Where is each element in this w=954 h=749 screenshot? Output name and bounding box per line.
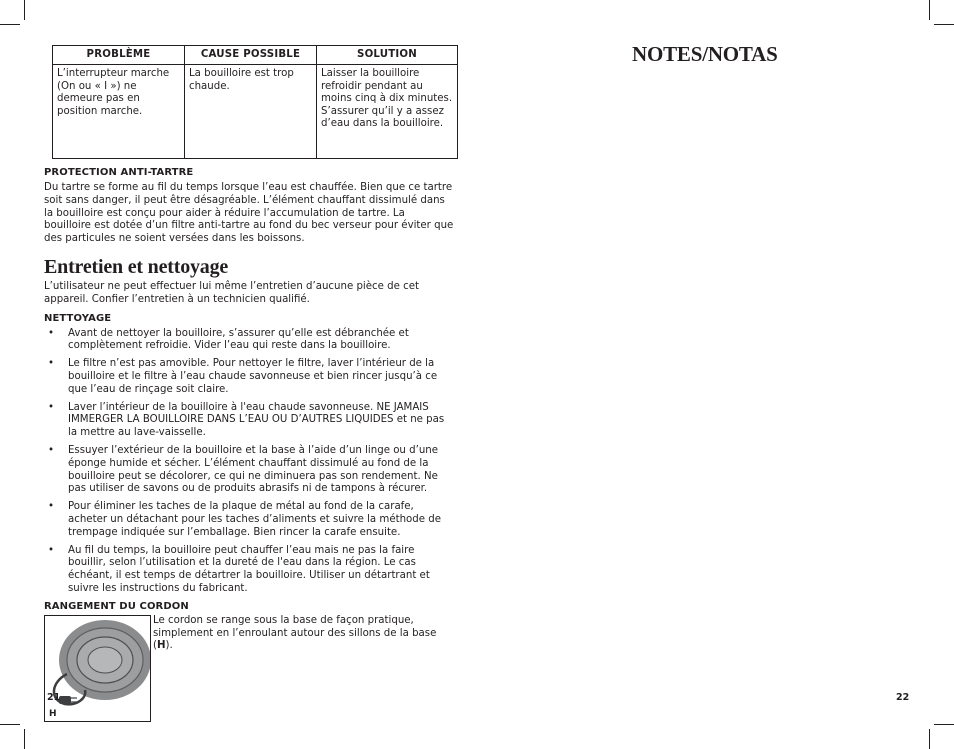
list-item	[44, 328, 454, 354]
bullet-icon: •	[48, 501, 55, 513]
kettle-base-icon	[45, 616, 150, 721]
bullet-icon: •	[48, 544, 55, 556]
list-item	[44, 545, 454, 596]
list-item-text: Laver l’intérieur de la bouilloire à l'eau chaude savonneuse. NE JAMAIS IMMERGER LA BOUILLOIRE DANS L’EAU OU D’AUTRES LIQUIDES et ne pas la mettre au lave-vaisselle.	[68, 401, 445, 439]
list-item-text: Essuyer l’extérieur de la bouilloire et la base à l’aide d’un linge ou d’une éponge humide et sécher. L’élément chauffant dissimulé au fond de la bouilloire peut se décolorer, ce qui ne diminuera pas son rendement. Ne pas utiliser de savons ou de produits abrasifs ni de tampons à récurer.	[68, 444, 439, 495]
list-item-text: Le filtre n’est pas amovible. Pour nettoyer le filtre, laver l’intérieur de la bouilloire et le filtre à l’eau chaude savonneuse et bien rincer jusqu’à ce que l’eau de rinçage soit claire.	[68, 358, 438, 395]
list-item	[44, 402, 454, 440]
notes-title: NOTES/NOTAS	[632, 42, 778, 66]
crop-mark	[929, 729, 930, 749]
cell-solution: Laisser la bouilloire refroidir pendant au moins cinq à dix minutes. S’assurer qu’il y a assez d’eau dans la bouilloire.	[317, 65, 458, 159]
crop-mark	[0, 724, 20, 725]
care-intro: L’utilisateur ne peut effectuer lui même l’entretien d’aucune pièce de cet appareil. Confier l’entretien à un technicien qualifié.	[44, 280, 419, 305]
page-number-left: 21	[47, 692, 61, 703]
cord-heading: RANGEMENT DU CORDON	[44, 600, 189, 612]
bullet-icon: •	[48, 358, 55, 370]
header-cause: CAUSE POSSIBLE	[185, 46, 317, 65]
crop-mark	[929, 0, 930, 20]
list-item-text: Pour éliminer les taches de la plaque de métal au fond de la carafe, acheter un détachant pour les taches d’aliments et suivre la méthode de trempage indiquée sur l’emballage. Bien rincer la carafe ensuite.	[68, 501, 441, 538]
cord-storage-text	[153, 615, 453, 653]
cleaning-heading: NETTOYAGE	[44, 312, 112, 324]
list-item	[44, 445, 454, 496]
cord-text: Le cordon se range sous la base de façon pratique, simplement en l’enroulant autour des sillons de la base (	[153, 614, 437, 652]
left-page	[44, 45, 454, 735]
crop-mark	[0, 24, 20, 25]
cord-storage-figure	[44, 615, 151, 722]
crop-mark	[24, 0, 25, 20]
table-header-row	[53, 46, 458, 65]
crop-mark	[24, 729, 25, 749]
cord-storage-block	[44, 615, 454, 735]
cell-cause: La bouilloire est trop chaude.	[185, 65, 317, 159]
cell-problem: L’interrupteur marche (On ou « I ») ne demeure pas en position marche.	[53, 65, 185, 159]
cord-text-end: ).	[165, 640, 173, 652]
page-number-right: 22	[896, 692, 910, 703]
bullet-icon: •	[48, 327, 55, 339]
table-row	[53, 65, 458, 159]
descaling-text: Du tartre se forme au fil du temps lorsque l’eau est chauffée. Bien que ce tartre soit sans danger, il peut être désagréable. L’élément chauffant dissimulé dans la bouilloire est conçu pour aider à réduire l’accumulation de tartre. La bouilloire est dotée d’un filtre anti-tartre au fond du bec verseur pour éviter que des particules ne soient versées dans les boissons.	[44, 182, 454, 245]
header-problem: PROBLÈME	[53, 46, 185, 65]
bullet-icon: •	[48, 444, 55, 456]
list-item	[44, 501, 454, 539]
list-item	[44, 358, 454, 396]
troubleshooting-table	[52, 45, 458, 159]
list-item-text: Au fil du temps, la bouilloire peut chauffer l’eau mais ne pas la faire bouillir, selon l’utilisation et la dureté de l'eau dans la région. Le cas échéant, il est temps de détartrer la bouilloire. Utiliser un détartrant et suivre les instructions du fabricant.	[68, 544, 430, 594]
figure-label: H	[49, 708, 57, 719]
descaling-heading: PROTECTION ANTI-TARTRE	[44, 167, 194, 178]
header-solution: SOLUTION	[317, 46, 458, 65]
cord-figure-ref: H	[156, 640, 166, 652]
cleaning-list	[44, 328, 454, 596]
crop-mark	[934, 24, 954, 25]
list-item-text: Avant de nettoyer la bouilloire, s’assurer qu’elle est débranchée et complètement refroidie. Vider l’eau qui reste dans la bouilloire.	[68, 327, 409, 352]
bullet-icon: •	[48, 401, 55, 413]
section-title: Entretien et nettoyage	[44, 255, 229, 278]
crop-mark	[934, 724, 954, 725]
